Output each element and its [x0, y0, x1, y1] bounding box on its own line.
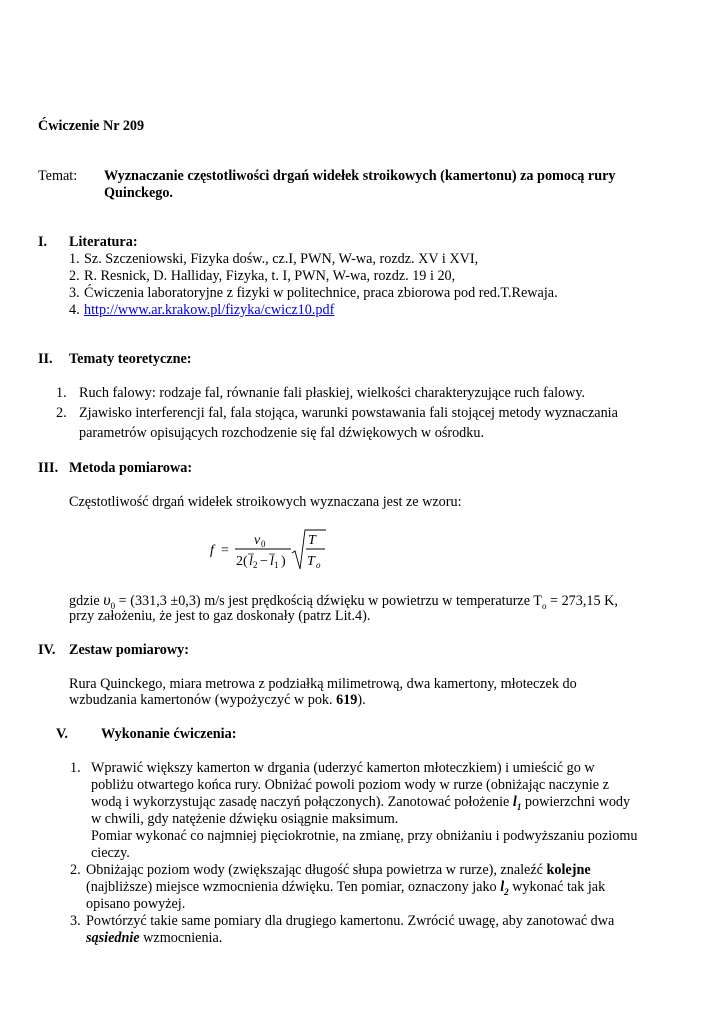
where-T-sub: o [541, 600, 547, 611]
formula-v: v [254, 533, 261, 548]
lit-item-3-num: 3. [69, 285, 80, 301]
l1-symbol: l [512, 794, 517, 810]
equipment-line2 [69, 692, 366, 709]
formula-v-sub: 0 [261, 539, 266, 549]
lit-item-1-num: 1. [69, 251, 80, 267]
exercise-title: Ćwiczenie Nr 209 [38, 118, 145, 134]
step-2-line2-end: wykonać tak jak [508, 879, 606, 895]
step-3-line2-end: wzmocnienia. [139, 930, 223, 946]
section-4-title: Zestaw pomiarowy: [69, 642, 189, 658]
formula-l1-sub: 1 [274, 560, 279, 570]
section-2-title: Tematy teoretyczne: [69, 351, 192, 367]
l2-symbol: l [500, 879, 505, 895]
theory-item-2-num: 2. [56, 405, 67, 421]
section-5-number: V. [56, 726, 68, 742]
section-1-title: Literatura: [69, 234, 138, 250]
step-2-num: 2. [70, 862, 81, 878]
step-2-line2-text: (najbliższe) miejsce wzmocnienia dźwięku. Ten pomiar, oznaczony jako [86, 879, 501, 895]
topic-text-line1: Wyznaczanie częstotliwości drgań widełek stroikowych (kamertonu) za pomocą rury [104, 168, 616, 184]
formula-l2-sub: 2 [253, 560, 258, 570]
formula-eq: = [221, 543, 229, 558]
lit-item-3: Ćwiczenia laboratoryjne z fizyki w politechnice, praca zbiorowa pod red.T.Rewaja. [84, 285, 558, 301]
step-2-line1 [86, 862, 591, 879]
equipment-line1: Rura Quinckego, miara metrowa z podziałką milimetrową, dwa kamertony, młoteczek do [69, 676, 577, 692]
lit-item-4-link[interactable]: http://www.ar.krakow.pl/fizyka/cwicz10.pdf [84, 302, 335, 318]
formula-f: f [210, 543, 214, 558]
velocity-symbol: υ [103, 592, 111, 609]
formula-T: T [308, 533, 316, 548]
section-2-number: II. [38, 351, 53, 367]
formula-den-suffix: ) [281, 554, 286, 569]
velocity-sub: 0 [110, 600, 116, 611]
step-1-line6: cieczy. [91, 845, 130, 861]
step-2-line1-text: Obniżając poziom wody (zwiększając długość słupa powietrza w rurze), znaleźć [86, 862, 547, 878]
equipment-line2-text: wzbudzania kamertonów (wypożyczyć w pok. [69, 692, 337, 708]
section-1-number: I. [38, 234, 48, 250]
formula-l2: l [249, 554, 253, 569]
section-4-number: IV. [38, 642, 56, 658]
topic-text-line2: Quinckego. [104, 185, 173, 201]
theory-item-2-line2: parametrów opisujących rozchodzenie się fal dźwiękowych w ośrodku. [79, 425, 484, 441]
formula-l1: l [270, 554, 274, 569]
step-3-num: 3. [70, 913, 81, 929]
section-5-title: Wykonanie ćwiczenia: [101, 726, 237, 742]
lit-item-2-num: 2. [69, 268, 80, 284]
formula-den-prefix: 2( [236, 554, 248, 569]
next-word: kolejne [546, 862, 591, 878]
theory-item-1: Ruch falowy: rodzaje fal, równanie fali płaskiej, wielkości charakteryzujące ruch falowy. [79, 385, 586, 401]
l2-sub: 2 [504, 886, 509, 897]
frequency-formula [208, 527, 328, 573]
theory-item-2-line1: Zjawisko interferencji fal, fala stojąca, warunki powstawania fali stojącej metody wyznaczania [79, 405, 618, 421]
step-1-line1: Wprawić większy kamerton w drgania (uderzyć kamerton młoteczkiem) i umieścić go w [91, 760, 595, 776]
where-word: gdzie [69, 593, 100, 609]
method-intro: Częstotliwość drgań widełek stroikowych wyznaczana jest ze wzoru: [69, 494, 462, 510]
adjacent-word: sąsiednie [86, 930, 140, 946]
room-number: 619 [336, 692, 358, 708]
where-end: = 273,15 K, [550, 593, 618, 609]
lit-item-1: Sz. Szczeniowski, Fizyka dośw., cz.I, PWN, W-wa, rozdz. XV i XVI, [84, 251, 479, 267]
step-1-line5: Pomiar wykonać co najmniej pięciokrotnie, na zmianę, przy obniżaniu i podwyższaniu poziomu [91, 828, 638, 844]
topic-label: Temat: [38, 168, 78, 184]
step-1-line2: pobliżu otwartego końca rury. Obniżać powoli poziom wody w rurze (obniżając naczynie z [91, 777, 609, 793]
formula-To-sub: o [316, 560, 321, 570]
step-2-line3: opisano powyżej. [86, 896, 186, 912]
equipment-line2-end: ). [357, 692, 366, 708]
lit-item-4-num: 4. [69, 302, 80, 318]
step-3-line2 [86, 930, 222, 947]
l1-sub: 1 [516, 801, 522, 812]
step-1-line4: w chwili, gdy natężenie dźwięku osiągnie maksimum. [91, 811, 399, 827]
step-3-line1: Powtórzyć takie same pomiary dla drugiego kamertonu. Zwrócić uwagę, aby zanotować dwa [86, 913, 615, 929]
theory-item-1-num: 1. [56, 385, 67, 401]
lit-item-2: R. Resnick, D. Halliday, Fizyka, t. I, PWN, W-wa, rozdz. 19 i 20, [84, 268, 456, 284]
where-text: = (331,3 ±0,3) m/s jest prędkością dźwięku w powietrzu w temperaturze T [118, 593, 542, 609]
step-1-num: 1. [70, 760, 81, 776]
step-1-line3-text: wodą i wykorzystując zasadę naczyń połączonych). Zanotować położenie [91, 794, 513, 810]
section-3-number: III. [38, 460, 59, 476]
formula-To: T [307, 554, 315, 569]
step-1-line3-end: powierzchni wody [521, 794, 631, 810]
formula-minus: − [260, 554, 268, 569]
where-line2: przy założeniu, że jest to gaz doskonały (patrz Lit.4). [69, 608, 371, 624]
section-3-title: Metoda pomiarowa: [69, 460, 193, 476]
